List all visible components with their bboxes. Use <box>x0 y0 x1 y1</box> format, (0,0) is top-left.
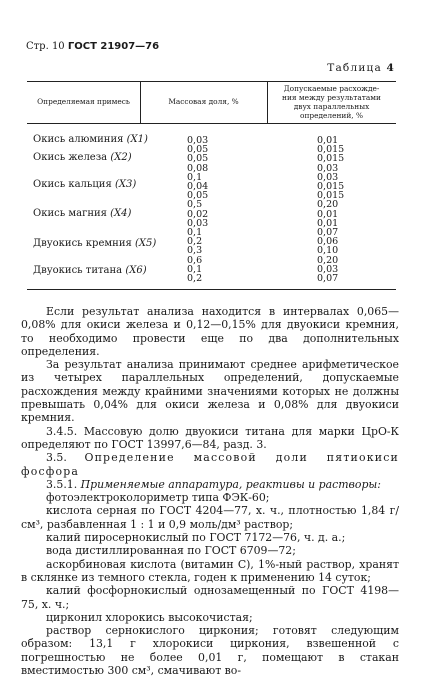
list-item: кислота серная по ГОСТ 4204—77, х. ч., плотностью 1,84 г/см³, разбавленная 1 : 1 и 0,9 моль/дм³ раствор; <box>21 504 399 531</box>
paragraph: 3.4.5. Массовую долю двуокиси титана для марки ЦрО-К определяют по ГОСТ 13997,6—84, разд. 3. <box>21 424 399 451</box>
section-heading: 3.5. Определение массовой доли пятиокиси фосфора <box>21 451 399 478</box>
table-header-cell: Допускаемые расхожде- ния между результатами двух параллельных определений, % <box>282 84 381 120</box>
table-caption <box>327 62 395 74</box>
table-cell-tolerance: 0,01 <box>317 217 339 229</box>
table-label: Таблица <box>327 62 382 74</box>
table-cell-mass: 0,2 <box>187 273 203 285</box>
list-item: калий пиросернокислый по ГОСТ 7172—76, ч. д. а.; <box>46 531 346 545</box>
table-header-rule <box>27 123 396 124</box>
table-cell-mass: 0,08 <box>187 162 209 174</box>
list-item: цирконил хлорокись высокочистая; <box>46 610 253 624</box>
table-cell-mass: 0,05 <box>187 153 209 165</box>
table-header-cell: Определяемая примесь <box>37 97 130 106</box>
table-cell-mass: 0,02 <box>187 208 209 220</box>
table-top-rule <box>27 81 396 82</box>
table-row-label: Окись алюминия (X1) <box>33 134 148 145</box>
table-cell-mass: 0,1 <box>187 171 203 183</box>
table-cell-mass: 0,04 <box>187 181 209 193</box>
table-cell-tolerance: 0,06 <box>317 236 339 248</box>
table-cell-mass: 0,1 <box>187 227 203 239</box>
page-number: Стр. 10 <box>26 41 65 52</box>
list-item: аскорбиновая кислота (витамин С), 1%-ный раствор, хранят в склянке из темного стекла, годен к применению 14 суток; <box>21 557 399 584</box>
subsection-heading: 3.5.1. Применяемые аппаратура, реактивы и растворы: <box>46 477 381 491</box>
table-header-cell: Массовая доля, % <box>168 97 239 106</box>
table-cell-tolerance: 0,015 <box>317 190 345 202</box>
table-cell-mass: 0,5 <box>187 199 203 211</box>
paragraph: Если результат анализа находится в интервалах 0,065—0,08% для окиси железа и 0,12—0,15% для двуокиси кремния, то необходимо провести еще по два дополнительных определения. <box>21 305 399 358</box>
list-item: калий фосфорнокислый однозамещенный по ГОСТ 4198—75, х. ч.; <box>21 584 399 611</box>
list-item: вода дистиллированная по ГОСТ 6709—72; <box>46 544 296 558</box>
table-cell-mass: 0,1 <box>187 263 203 275</box>
table-cell-mass: 0,2 <box>187 236 203 248</box>
table-row-label: Двуокись кремния (X5) <box>33 238 157 249</box>
standard-code: ГОСТ 21907—76 <box>67 41 160 52</box>
table-cell-tolerance: 0,03 <box>317 162 339 174</box>
table-cell-tolerance: 0,07 <box>317 227 339 239</box>
mass-fraction-column <box>187 136 208 283</box>
table-cell-mass: 0,6 <box>187 254 203 266</box>
table-cell-tolerance: 0,20 <box>317 199 339 211</box>
table-cell-tolerance: 0,01 <box>317 135 339 146</box>
table-cell-tolerance: 0,03 <box>317 171 339 183</box>
table-cell-tolerance: 0,015 <box>317 181 345 193</box>
table-number: 4 <box>386 62 395 74</box>
table-row-label: Окись кальция (X3) <box>33 179 137 190</box>
table-bottom-rule <box>27 289 396 290</box>
table-cell-mass: 0,3 <box>187 245 203 257</box>
table-cell-tolerance: 0,10 <box>317 245 339 257</box>
table-cell-mass: 0,05 <box>187 144 209 156</box>
tolerance-column <box>317 136 344 283</box>
document-body <box>21 305 399 677</box>
table-row-label: Окись магния (X4) <box>33 208 132 219</box>
table-row-label: Двуокись титана (X6) <box>33 265 147 276</box>
table-cell-tolerance: 0,20 <box>317 254 339 266</box>
list-item: раствор сернокислого циркония; готовят следующим образом: 13,1 г хлорокиси циркония, взвешенной с погрешностью не более 0,01 г, помещают в стакан вместимостью 300 см³, смачивают во- <box>21 624 399 677</box>
table-cell-tolerance: 0,015 <box>317 153 345 165</box>
table-row-label: Окись железа (X2) <box>33 152 132 163</box>
table-cell-mass: 0,03 <box>187 135 209 146</box>
paragraph: За результат анализа принимают среднее арифметическое из четырех параллельных определений, допускаемые расхождения между крайними значениями которых не должны превышать 0,04% для окиси железа и 0,08% для двуокиси кремния. <box>21 358 399 425</box>
table-cell-tolerance: 0,01 <box>317 208 339 220</box>
running-header <box>26 41 159 52</box>
table-cell-mass: 0,03 <box>187 217 209 229</box>
list-item: фотоэлектроколориметр типа ФЭК-60; <box>46 491 270 505</box>
table-cell-tolerance: 0,03 <box>317 263 339 275</box>
table-cell-tolerance: 0,015 <box>317 144 345 156</box>
table-cell-mass: 0,05 <box>187 190 209 202</box>
table-cell-tolerance: 0,07 <box>317 273 339 285</box>
